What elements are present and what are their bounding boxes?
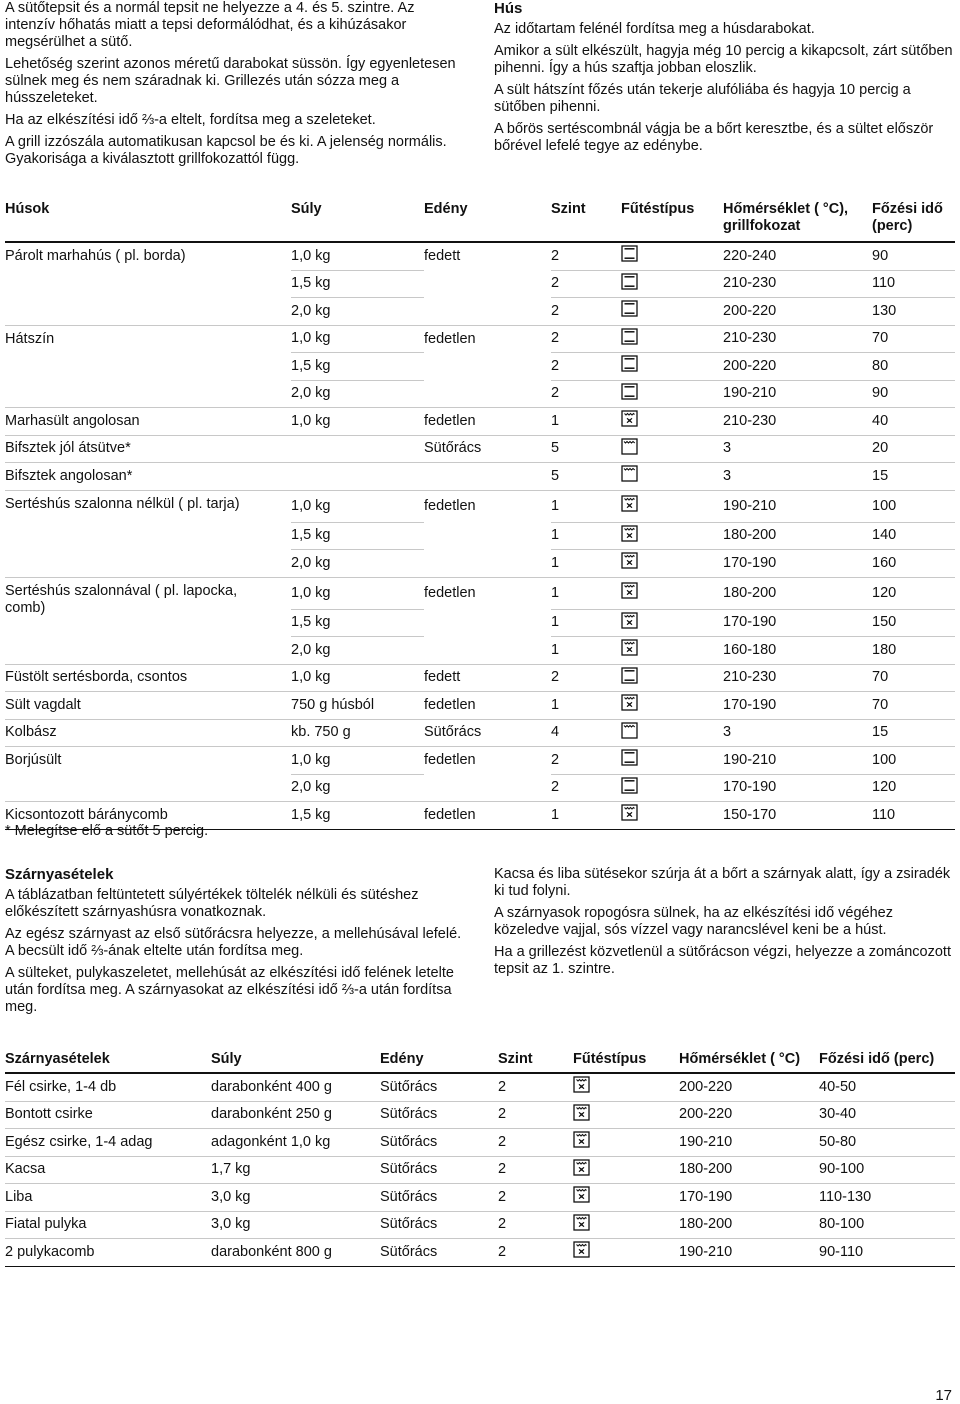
- weight-cell: 2,0 kg: [291, 380, 424, 408]
- food-name-cell: [5, 270, 291, 298]
- weight-cell: darabonként 800 g: [211, 1239, 380, 1267]
- temperature-cell: 180-200: [723, 577, 872, 609]
- temperature-cell: 160-180: [723, 637, 872, 665]
- level-cell: 5: [551, 463, 621, 491]
- time-cell: 70: [872, 692, 955, 720]
- table-row: [5, 774, 955, 802]
- weight-cell: 1,0 kg: [291, 490, 424, 522]
- time-cell: 70: [872, 664, 955, 692]
- level-cell: 2: [498, 1073, 573, 1101]
- table-row: [5, 325, 955, 353]
- heat-type-cell: [573, 1073, 679, 1101]
- poultry-table-header: [5, 1046, 955, 1073]
- level-cell: 2: [551, 242, 621, 270]
- table-row: [5, 1239, 955, 1267]
- col-header: Fűtéstípus: [621, 198, 723, 242]
- table-row: [5, 490, 955, 522]
- temperature-cell: 200-220: [679, 1073, 819, 1101]
- weight-cell: 1,0 kg: [291, 747, 424, 775]
- time-cell: 90-100: [819, 1156, 955, 1184]
- circulating-air-grill-icon: [621, 639, 638, 661]
- heat-type-cell: [621, 609, 723, 637]
- dish-cell: Sütőrács: [380, 1239, 498, 1267]
- food-name-cell: [5, 577, 291, 616]
- time-cell: 100: [872, 747, 955, 775]
- weight-cell: 750 g húsból: [291, 692, 424, 720]
- top-bottom-heat-icon: [621, 777, 638, 799]
- table-row: [5, 719, 955, 747]
- table-row: [5, 664, 955, 692]
- food-name-cell: 2 pulykacomb: [5, 1239, 211, 1267]
- dish-cell: [424, 463, 551, 491]
- meat-section-title: Hús: [494, 0, 523, 17]
- dish-cell: [424, 522, 551, 550]
- circulating-air-grill-icon: [621, 495, 638, 517]
- intro-left-column: [5, 0, 460, 173]
- dish-cell: [424, 637, 551, 665]
- meat-paragraph: A sült hátszínt főzés után tekerje alufóliába és hagyja 10 percig a sütőben pihenni.: [494, 82, 911, 115]
- food-name-cell: Bontott csirke: [5, 1101, 211, 1129]
- weight-cell: 2,0 kg: [291, 774, 424, 802]
- table-row: [5, 242, 955, 270]
- table-row: [5, 1156, 955, 1184]
- weight-cell: 1,0 kg: [291, 408, 424, 436]
- poultry-paragraph: A szárnyasok ropogósra sülnek, ha az elkészítési idő végéhez közeledve vajjal, sós vízzel vagy narancslével keni be a húst.: [494, 905, 893, 938]
- time-cell: 110-130: [819, 1184, 955, 1212]
- food-name-cell: Kolbász: [5, 719, 291, 747]
- temperature-cell: 190-210: [679, 1129, 819, 1157]
- time-cell: 20: [872, 435, 955, 463]
- level-cell: 2: [498, 1239, 573, 1267]
- dish-cell: fedetlen: [424, 752, 476, 768]
- level-cell: 1: [551, 490, 621, 522]
- temperature-cell: 210-230: [723, 664, 872, 692]
- food-name-cell: [5, 609, 291, 637]
- circulating-air-grill-icon: [621, 525, 638, 547]
- time-cell: 15: [872, 719, 955, 747]
- temperature-cell: 190-210: [723, 747, 872, 775]
- time-cell: 160: [872, 550, 955, 578]
- food-name-text: Sertéshús szalonna nélkül ( pl. tarja): [5, 495, 240, 512]
- table-row: [5, 747, 955, 775]
- top-bottom-heat-icon: [621, 300, 638, 322]
- food-name-cell: Bifsztek jól átsütve*: [5, 435, 291, 463]
- circulating-air-grill-icon: [573, 1159, 590, 1181]
- time-cell: 110: [872, 270, 955, 298]
- level-cell: 2: [551, 298, 621, 326]
- col-header: Fűtéstípus: [573, 1046, 679, 1073]
- time-cell: 130: [872, 298, 955, 326]
- table-row: [5, 380, 955, 408]
- col-header: Szint: [498, 1046, 573, 1073]
- weight-cell: kb. 750 g: [291, 719, 424, 747]
- heat-type-cell: [621, 692, 723, 720]
- full-grill-icon: [621, 722, 638, 744]
- meat-table: [5, 198, 955, 830]
- weight-cell: adagonként 1,0 kg: [211, 1129, 380, 1157]
- time-cell: 120: [872, 774, 955, 802]
- weight-cell: 1,5 kg: [291, 802, 424, 830]
- poultry-paragraph: A táblázatban feltüntetett súlyértékek töltelék nélküli és sütéshez előkészített szárnyashúsra vonatkoznak.: [5, 887, 419, 920]
- top-bottom-heat-icon: [621, 355, 638, 377]
- level-cell: 1: [551, 577, 621, 609]
- dish-cell: [424, 550, 551, 578]
- heat-type-cell: [621, 747, 723, 775]
- dish-cell: [424, 270, 551, 298]
- weight-cell: 2,0 kg: [291, 637, 424, 665]
- col-header: Edény: [424, 198, 551, 242]
- level-cell: 1: [551, 408, 621, 436]
- temperature-cell: 200-220: [723, 298, 872, 326]
- meat-table-header: [5, 198, 955, 242]
- circulating-air-grill-icon: [573, 1131, 590, 1153]
- food-name-cell: Fél csirke, 1-4 db: [5, 1073, 211, 1101]
- dish-cell: [424, 353, 551, 381]
- time-cell: 100: [872, 490, 955, 522]
- time-cell: 80-100: [819, 1211, 955, 1239]
- col-header: Főzési idő (perc): [872, 198, 955, 242]
- level-cell: 5: [551, 435, 621, 463]
- top-bottom-heat-icon: [621, 749, 638, 771]
- level-cell: 1: [551, 637, 621, 665]
- poultry-table: [5, 1046, 955, 1267]
- intro-right-column: [494, 0, 956, 160]
- circulating-air-grill-icon: [621, 612, 638, 634]
- level-cell: 2: [498, 1211, 573, 1239]
- col-header: Hőmérséklet ( °C): [679, 1046, 819, 1073]
- table-row: [5, 550, 955, 578]
- food-name-cell: Hátszín: [5, 330, 55, 347]
- level-cell: 1: [551, 692, 621, 720]
- weight-cell: 1,5 kg: [291, 522, 424, 550]
- table-row: [5, 1073, 955, 1101]
- heat-type-cell: [573, 1211, 679, 1239]
- poultry-section-title: Szárnyasételek: [5, 866, 114, 883]
- weight-cell: [291, 463, 424, 491]
- time-cell: 70: [872, 325, 955, 353]
- temperature-cell: 210-230: [723, 408, 872, 436]
- dish-cell: [424, 380, 551, 408]
- col-header: Főzési idő (perc): [819, 1046, 955, 1073]
- weight-cell: 1,5 kg: [291, 609, 424, 637]
- intro-paragraph: A sütőtepsit és a normál tepsit ne helyezze a 4. és 5. szintre. Az intenzív hőhatás miatt a tepsi deformálódhat, és a kihúzásakor megsérülhet a sütő.: [5, 0, 415, 50]
- table-row: [5, 1101, 955, 1129]
- poultry-paragraph: A sülteket, pulykaszeletet, mellehúsát az elkészítési idő felének letelte után fordítsa meg. A szárnyasokat az elkészítési idő ⅔-a után fordítsa meg.: [5, 965, 454, 1015]
- dish-cell: Sütőrács: [380, 1101, 498, 1129]
- time-cell: 140: [872, 522, 955, 550]
- heat-type-cell: [621, 802, 723, 830]
- dish-cell: Sütőrács: [380, 1184, 498, 1212]
- heat-type-cell: [621, 408, 723, 436]
- food-name-cell: Párolt marhahús ( pl. borda): [5, 248, 186, 264]
- level-cell: 2: [498, 1101, 573, 1129]
- heat-type-cell: [621, 463, 723, 491]
- level-cell: 2: [551, 380, 621, 408]
- circulating-air-grill-icon: [573, 1104, 590, 1126]
- heat-type-cell: [621, 242, 723, 270]
- heat-type-cell: [621, 353, 723, 381]
- heat-type-cell: [621, 380, 723, 408]
- heat-type-cell: [621, 325, 723, 353]
- level-cell: 1: [551, 522, 621, 550]
- food-name-cell: Kacsa: [5, 1156, 211, 1184]
- time-cell: 15: [872, 463, 955, 491]
- table-row: [5, 577, 955, 609]
- poultry-paragraph: Kacsa és liba sütésekor szúrja át a bőrt a szárnyak alatt, így a zsiradék ki tud folyni.: [494, 866, 951, 899]
- table-row: [5, 270, 955, 298]
- circulating-air-grill-icon: [621, 694, 638, 716]
- food-name-cell: [5, 353, 291, 381]
- poultry-paragraph: Az egész szárnyast az első sütőrácsra helyezze, a mellehúsával lefelé. A becsült idő ⅔-ának eltelte után fordítsa meg.: [5, 926, 462, 959]
- weight-cell: 2,0 kg: [291, 550, 424, 578]
- food-name-cell: [5, 522, 291, 550]
- weight-cell: 1,5 kg: [291, 270, 424, 298]
- col-header: Szárnyasételek: [5, 1046, 211, 1073]
- poultry-right-column: [494, 866, 956, 983]
- heat-type-cell: [573, 1101, 679, 1129]
- full-grill-icon: [621, 438, 638, 460]
- food-name-cell: Fiatal pulyka: [5, 1211, 211, 1239]
- weight-cell: 1,0 kg: [291, 325, 424, 353]
- dish-cell: fedett: [424, 664, 551, 692]
- weight-cell: 1,7 kg: [211, 1156, 380, 1184]
- temperature-cell: 210-230: [723, 325, 872, 353]
- level-cell: 2: [498, 1129, 573, 1157]
- time-cell: 50-80: [819, 1129, 955, 1157]
- food-name-cell: Marhasült angolosan: [5, 408, 291, 436]
- dish-cell: Sütőrács: [424, 435, 551, 463]
- level-cell: 2: [551, 270, 621, 298]
- food-name-cell: Füstölt sertésborda, csontos: [5, 664, 291, 692]
- temperature-cell: 200-220: [723, 353, 872, 381]
- food-name-cell: Sült vagdalt: [5, 692, 291, 720]
- col-header: Edény: [380, 1046, 498, 1073]
- food-name-cell: [5, 550, 291, 578]
- heat-type-cell: [621, 522, 723, 550]
- temperature-cell: 170-190: [723, 692, 872, 720]
- intro-paragraph: A grill izzószála automatikusan kapcsol be és ki. A jelenség normális. Gyakorisága a kiválasztott grillfokozattól függ.: [5, 134, 447, 167]
- heat-type-cell: [621, 774, 723, 802]
- time-cell: 90: [872, 242, 955, 270]
- dish-cell: Sütőrács: [380, 1129, 498, 1157]
- level-cell: 1: [551, 802, 621, 830]
- weight-cell: darabonként 400 g: [211, 1073, 380, 1101]
- weight-cell: 3,0 kg: [211, 1184, 380, 1212]
- time-cell: 30-40: [819, 1101, 955, 1129]
- food-name-cell: [5, 298, 291, 326]
- level-cell: 2: [551, 747, 621, 775]
- table-row: [5, 435, 955, 463]
- dish-cell: fedetlen: [424, 802, 551, 830]
- weight-cell: [291, 435, 424, 463]
- temperature-cell: 170-190: [723, 609, 872, 637]
- level-cell: 1: [551, 550, 621, 578]
- heat-type-cell: [621, 435, 723, 463]
- level-cell: 2: [551, 325, 621, 353]
- table-row: [5, 609, 955, 637]
- level-cell: 2: [551, 664, 621, 692]
- circulating-air-grill-icon: [573, 1186, 590, 1208]
- temperature-cell: 3: [723, 463, 872, 491]
- top-bottom-heat-icon: [621, 328, 638, 350]
- heat-type-cell: [621, 490, 723, 522]
- meat-paragraph: A bőrös sertéscombnál vágja be a bőrt keresztbe, és a sültet először bőrével lefelé tegye az edénybe.: [494, 121, 934, 154]
- temperature-cell: 180-200: [679, 1211, 819, 1239]
- circulating-air-grill-icon: [621, 582, 638, 604]
- col-header: Hőmérséklet ( °C), grillfokozat: [723, 198, 872, 242]
- food-name-cell: [5, 380, 291, 408]
- level-cell: 2: [498, 1184, 573, 1212]
- dish-cell: fedetlen: [424, 584, 476, 601]
- poultry-paragraph: Ha a grillezést közvetlenül a sütőrácson végzi, helyezze a zománcozott tepsit az 1. szintre.: [494, 944, 951, 977]
- level-cell: 1: [551, 609, 621, 637]
- temperature-cell: 180-200: [723, 522, 872, 550]
- top-bottom-heat-icon: [621, 667, 638, 689]
- dish-cell: fedetlen: [424, 692, 551, 720]
- table-row: [5, 298, 955, 326]
- food-name-cell: Bifsztek angolosan*: [5, 463, 291, 491]
- intro-paragraph: Lehetőség szerint azonos méretű darabokat süssön. Így egyenletesen sülnek meg és nem száradnak ki. Grillezés után sózza meg a hússzeleteket.: [5, 56, 456, 106]
- time-cell: 40-50: [819, 1073, 955, 1101]
- page-number: 17: [935, 1387, 952, 1404]
- temperature-cell: 170-190: [723, 774, 872, 802]
- time-cell: 40: [872, 408, 955, 436]
- table-row: [5, 637, 955, 665]
- table-row: [5, 692, 955, 720]
- meat-paragraph: Az időtartam felénél fordítsa meg a húsdarabokat.: [494, 21, 815, 37]
- temperature-cell: 200-220: [679, 1101, 819, 1129]
- food-name-cell: Egész csirke, 1-4 adag: [5, 1129, 211, 1157]
- temperature-cell: 180-200: [679, 1156, 819, 1184]
- table-row: [5, 353, 955, 381]
- time-cell: 150: [872, 609, 955, 637]
- full-grill-icon: [621, 465, 638, 487]
- temperature-cell: 170-190: [679, 1184, 819, 1212]
- food-name-cell: Borjúsült: [5, 752, 62, 768]
- temperature-cell: 150-170: [723, 802, 872, 830]
- table-row: [5, 463, 955, 491]
- dish-cell: Sütőrács: [380, 1156, 498, 1184]
- weight-cell: 2,0 kg: [291, 298, 424, 326]
- table-row: [5, 1129, 955, 1157]
- time-cell: 110: [872, 802, 955, 830]
- circulating-air-grill-icon: [621, 552, 638, 574]
- dish-cell: Sütőrács: [424, 719, 551, 747]
- col-header: Súly: [211, 1046, 380, 1073]
- dish-cell: fedetlen: [424, 330, 476, 347]
- time-cell: 180: [872, 637, 955, 665]
- dish-cell: fedetlen: [424, 497, 476, 514]
- temperature-cell: 170-190: [723, 550, 872, 578]
- weight-cell: 1,0 kg: [291, 577, 424, 609]
- temperature-cell: 3: [723, 719, 872, 747]
- dish-cell: fedett: [424, 248, 461, 264]
- dish-cell: [424, 298, 551, 326]
- food-name-cell: [5, 774, 291, 802]
- heat-type-cell: [573, 1239, 679, 1267]
- temperature-cell: 3: [723, 435, 872, 463]
- intro-paragraph: Ha az elkészítési idő ⅔-a eltelt, fordítsa meg a szeleteket.: [5, 112, 376, 128]
- poultry-table-body: [5, 1073, 955, 1266]
- temperature-cell: 190-210: [723, 380, 872, 408]
- meat-paragraph: Amikor a sült elkészült, hagyja még 10 percig a kikapcsolt, zárt sütőben pihenni. Így a hús szaftja jobban eloszlik.: [494, 43, 953, 76]
- circulating-air-grill-icon: [573, 1076, 590, 1098]
- heat-type-cell: [621, 550, 723, 578]
- weight-cell: 1,0 kg: [291, 242, 424, 270]
- heat-type-cell: [621, 719, 723, 747]
- table-row: [5, 1184, 955, 1212]
- dish-cell: [424, 774, 551, 802]
- temperature-cell: 190-210: [679, 1239, 819, 1267]
- table-row: [5, 408, 955, 436]
- level-cell: 2: [498, 1156, 573, 1184]
- time-cell: 90: [872, 380, 955, 408]
- poultry-left-column: [5, 866, 465, 1021]
- food-name-text: Sertéshús szalonnával ( pl. lapocka, comb): [5, 582, 238, 616]
- weight-cell: darabonként 250 g: [211, 1101, 380, 1129]
- heat-type-cell: [573, 1129, 679, 1157]
- level-cell: 2: [551, 353, 621, 381]
- weight-cell: 1,0 kg: [291, 664, 424, 692]
- time-cell: 80: [872, 353, 955, 381]
- dish-cell: [424, 609, 551, 637]
- col-header: Húsok: [5, 198, 291, 242]
- dish-cell: Sütőrács: [380, 1073, 498, 1101]
- heat-type-cell: [621, 664, 723, 692]
- heat-type-cell: [621, 637, 723, 665]
- preheat-footnote: * Melegítse elő a sütőt 5 percig.: [5, 823, 209, 839]
- circulating-air-grill-icon: [621, 410, 638, 432]
- time-cell: 120: [872, 577, 955, 609]
- time-cell: 90-110: [819, 1239, 955, 1267]
- dish-cell: Sütőrács: [380, 1211, 498, 1239]
- weight-cell: 3,0 kg: [211, 1211, 380, 1239]
- level-cell: 2: [551, 774, 621, 802]
- meat-table-body: [5, 242, 955, 829]
- heat-type-cell: [621, 270, 723, 298]
- circulating-air-grill-icon: [621, 804, 638, 826]
- circulating-air-grill-icon: [573, 1241, 590, 1263]
- heat-type-cell: [573, 1156, 679, 1184]
- heat-type-cell: [621, 298, 723, 326]
- temperature-cell: 210-230: [723, 270, 872, 298]
- dish-cell: fedetlen: [424, 408, 551, 436]
- col-header: Súly: [291, 198, 424, 242]
- col-header: Szint: [551, 198, 621, 242]
- top-bottom-heat-icon: [621, 245, 638, 267]
- food-name-cell: [5, 637, 291, 665]
- temperature-cell: 190-210: [723, 490, 872, 522]
- circulating-air-grill-icon: [573, 1214, 590, 1236]
- table-row: [5, 1211, 955, 1239]
- heat-type-cell: [621, 577, 723, 609]
- food-name-cell: [5, 490, 291, 522]
- weight-cell: 1,5 kg: [291, 353, 424, 381]
- food-name-cell: Kicsontozott báránycomb: [5, 802, 291, 830]
- temperature-cell: 220-240: [723, 242, 872, 270]
- table-row: [5, 522, 955, 550]
- level-cell: 4: [551, 719, 621, 747]
- top-bottom-heat-icon: [621, 273, 638, 295]
- heat-type-cell: [573, 1184, 679, 1212]
- food-name-cell: Liba: [5, 1184, 211, 1212]
- top-bottom-heat-icon: [621, 383, 638, 405]
